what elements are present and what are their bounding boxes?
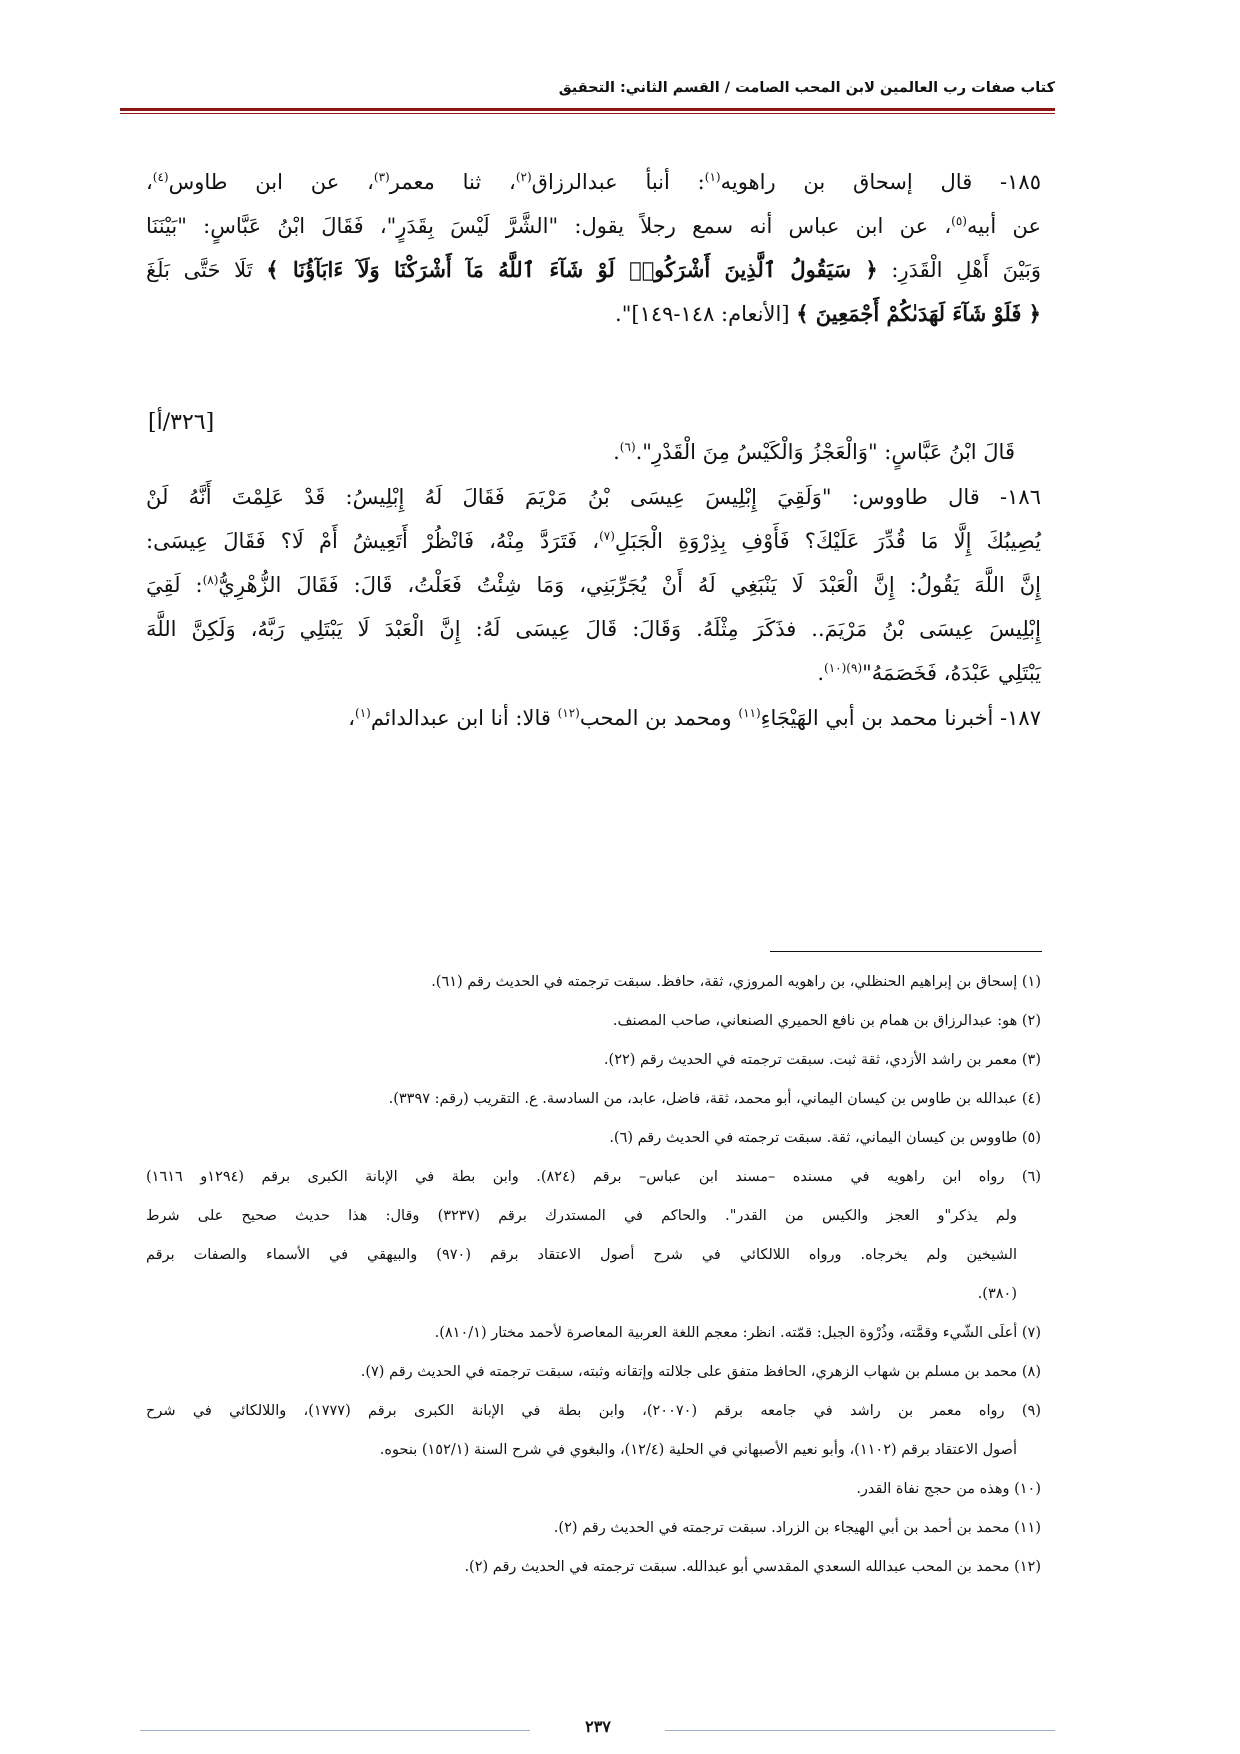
footnote-6: (٦) رواه ابن راهويه في مسنده –مسند ابن عباس– برقم (٨٢٤). وابن بطة في الإبانة الكبرى برقم (١٢٩٤و ١٦١٦) ولم يذكر"و العجز والكيس من القدر". والحاكم في المستدرك برقم (٣٢٣٧) وقال: هذا حديث صحيح على شرط الشيخين ولم يخرجاه. ورواه اللالكائي في شرح أصول الاعتقاد برقم (٩٧٠) والبيهقي في الأسماء والصفات برقم (٣٨٠). [146, 1169, 1041, 1302]
hadith-186-line-2: يُصِيبُكَ إِلَّا مَا قُدِّرَ عَلَيْكَ؟ فَأَوْفِ بِذِرْوَةِ الْجَبَلِ$^{(٧)}$، فَتَرَدَّ مِنْهُ، فَانْظُرْ أَتَعِيشُ أَمْ لَا؟ فَقَالَ عِيسَى: [146, 529, 1041, 553]
quran-verse: ﴿ فَلَوْ شَآءَ لَهَدَىٰكُمْ أَجْمَعِينَ ﴾ [796, 301, 1041, 326]
footnote-8: (٨) محمد بن مسلم بن شهاب الزهري، الحافظ متفق على جلالته وإتقانه وثبته، سبقت ترجمته في الحديث رقم (٧). [360, 1364, 1041, 1380]
ibn-abbas-statement: قَالَ ابْنُ عَبَّاسٍ: "وَالْعَجْزُ وَالْكَيْسُ مِنَ الْقَدْرِ".$^{(٦)}$. [613, 440, 1015, 464]
footnotes [146, 963, 1041, 1587]
page-number: ٢٣٧ [585, 1717, 611, 1736]
hadith-185-line-3: وَبَيْنَ أَهْلِ الْقَدَرِ: ﴿ سَيَقُولُ ٱلَّذِينَ أَشْرَكُوا۟ لَوْ شَآءَ ٱللَّهُ مَآ أَشْرَكْنَا وَلَآ ءَابَآؤُنَا ﴾ تَلَا حَتَّى بَلَغَ [146, 257, 1041, 282]
hadith-186-line-3: إِنَّ اللَّهَ يَقُولُ: إِنَّ الْعَبْدَ لَا يَنْبَغِي لَهُ أَنْ يُجَرِّبَنِي، وَمَا شِئْتُ فَعَلْتُ، قَالَ: فَقَالَ الزُّهْرِيُّ$^{(٨)}$: لَقِيَ [146, 573, 1041, 597]
hadith-185 [146, 160, 1041, 336]
hadith-185-line-1: ١٨٥- قال إسحاق بن راهويه$^{(١)}$: أنبأ عبدالرزاق$^{(٢)}$، ثنا معمر$^{(٣)}$، عن ابن طاوس$^{(٤)}$، [146, 170, 1041, 194]
hadith-186-line-4: إِبْلِيسَ عِيسَى بْنُ مَرْيَمَ.. فذَكَرَ مِثْلَهُ. وَقَالَ: قَالَ عِيسَى لَهُ: إِنَّ الْعَبْدَ لَا يَبْتَلِي رَبَّهُ، وَلَكِنَّ اللَّهَ [146, 617, 1041, 641]
hadith-186-line-5: يَبْتَلِي عَبْدَهُ، فَخَصَمَهُ"$^{(٩)(١٠)}$. [817, 661, 1041, 685]
header-rule-thick [120, 108, 1055, 111]
footnote-3: (٣) معمر بن راشد الأزدي، ثقة ثبت. سبقت ترجمته في الحديث رقم (٢٢). [603, 1052, 1041, 1068]
footnote-10: (١٠) وهذه من حجج نفاة القدر. [856, 1481, 1041, 1497]
quran-verse: ﴿ سَيَقُولُ ٱلَّذِينَ أَشْرَكُوا۟ لَوْ شَآءَ ٱللَّهُ مَآ أَشْرَكْنَا وَلَآ ءَابَآؤُنَا ﴾ [266, 257, 878, 282]
footnote-4: (٤) عبدالله بن طاوس بن كيسان اليماني، أبو محمد، ثقة، فاضل، عابد، من السادسة. ع. التقريب (رقم: ٣٣٩٧). [388, 1091, 1041, 1107]
folio-marker: [٣٢٦/أ] [148, 410, 215, 435]
footer-rule-left [140, 1730, 530, 1731]
footnote-2: (٢) هو: عبدالرزاق بن همام بن نافع الحميري الصنعاني، صاحب المصنف. [612, 1013, 1041, 1029]
hadith-187 [146, 696, 1041, 740]
running-header: كتاب صفات رب العالمين لابن المحب الصامت / القسم الثاني: التحقيق [558, 80, 1055, 96]
hadith-185-line-4: ﴿ فَلَوْ شَآءَ لَهَدَىٰكُمْ أَجْمَعِينَ ﴾ [الأنعام: ١٤٨-١٤٩]". [615, 301, 1041, 326]
footnote-1: (١) إسحاق بن إبراهيم الحنظلي، بن راهويه المروزي، ثقة، حافظ. سبقت ترجمته في الحديث رقم (٦١). [431, 974, 1041, 990]
hadith-185-line-2: عن أبيه$^{(٥)}$، عن ابن عباس أنه سمع رجلاً يقول: "الشَّرَّ لَيْسَ بِقَدَرٍ"، فَقَالَ ابْنُ عَبَّاسٍ: "بَيْنَنَا [146, 214, 1041, 238]
footnote-11: (١١) محمد بن أحمد بن أبي الهيجاء بن الزراد. سبقت ترجمته في الحديث رقم (٢). [553, 1520, 1041, 1536]
header-rule-thin [120, 113, 1055, 114]
footnote-12: (١٢) محمد بن المحب عبدالله السعدي المقدسي أبو عبدالله. سبقت ترجمته في الحديث رقم (٢). [464, 1559, 1041, 1575]
hadith-186-line-1: ١٨٦- قال طاووس: "وَلَقِيَ إِبْلِيسَ عِيسَى بْنُ مَرْيَمَ فَقَالَ لَهُ إِبْلِيسُ: قَدْ عَلِمْتَ أَنَّهُ لَنْ [146, 485, 1041, 509]
hadith-187-line-1: ١٨٧- أخبرنا محمد بن أبي الهَيْجَاءِ$^{(١١)}$ ومحمد بن المحب$^{(١٢)}$ قالا: أنا ابن عبدالدائم$^{(١)}$، [348, 706, 1041, 730]
hadith-186 [146, 475, 1041, 695]
footnote-9: (٩) رواه معمر بن راشد في جامعه برقم (٢٠٠٧٠)، وابن بطة في الإبانة الكبرى برقم (١٧٧٧)، واللالكائي في شرح أصول الاعتقاد برقم (١١٠٢)، وأبو نعيم الأصبهاني في الحلية (١٢/٤)، والبغوي في شرح السنة (١٥٢/١) بنحوه. [146, 1403, 1041, 1458]
footnote-5: (٥) طاووس بن كيسان اليماني، ثقة. سبقت ترجمته في الحديث رقم (٦). [609, 1130, 1041, 1146]
footnote-separator [770, 951, 1042, 952]
page-footer [0, 1717, 1240, 1737]
footnote-7: (٧) أعلَى الشّيء وقمَّته، وذُرْوة الجبل: قمّته. انظر: معجم اللغة العربية المعاصرة لأحمد مختار (٨١٠/١). [434, 1325, 1041, 1341]
footer-rule-right [665, 1730, 1055, 1731]
